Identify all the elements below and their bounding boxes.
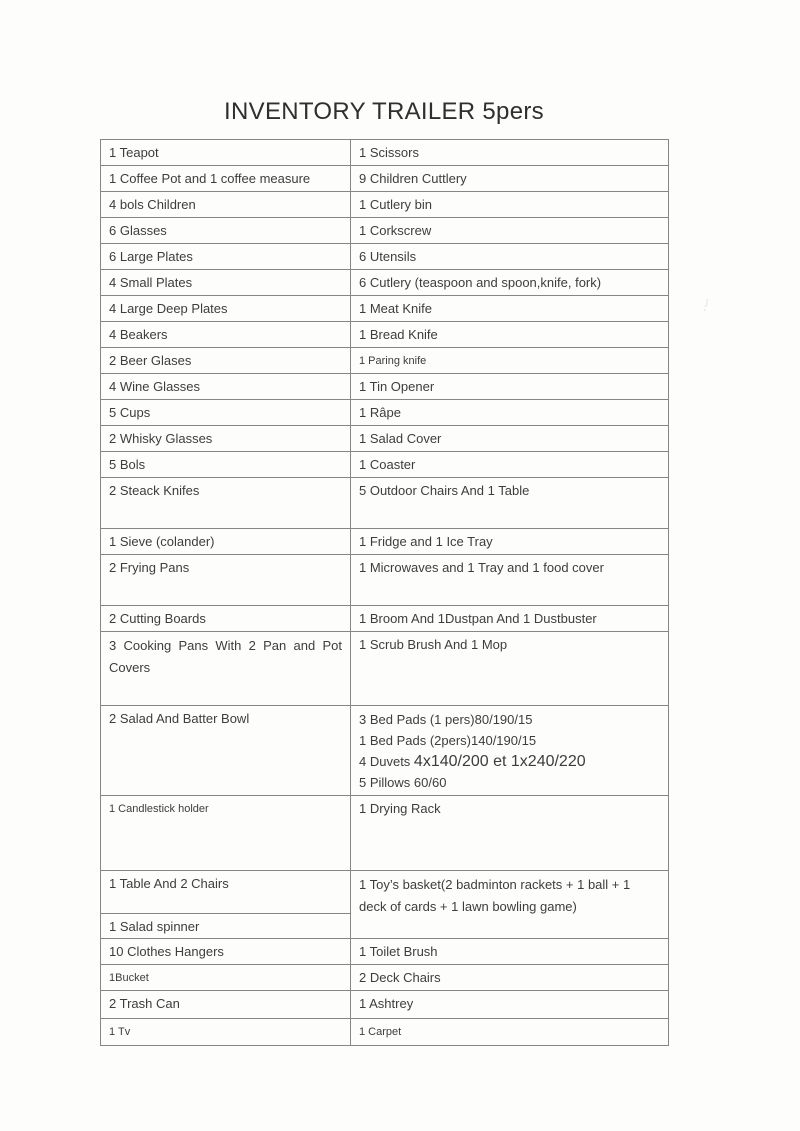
inventory-cell: 1 Teapot: [101, 140, 351, 166]
bed-pads-line: 1 Bed Pads (2pers)140/190/15: [359, 733, 537, 748]
inventory-cell: [351, 706, 669, 796]
inventory-row: [101, 166, 669, 192]
inventory-cell: 2 Steack Knifes: [101, 478, 351, 529]
inventory-cell: 1 Microwaves and 1 Tray and 1 food cover: [351, 555, 669, 606]
inventory-cell: 3 Cooking Pans With 2 Pan and Pot Covers: [101, 632, 351, 706]
inventory-row: [101, 606, 669, 632]
inventory-cell: 1 Salad Cover: [351, 426, 669, 452]
inventory-row: [101, 244, 669, 270]
inventory-row: [101, 965, 669, 991]
inventory-row: [101, 478, 669, 529]
inventory-cell: 2 Cutting Boards: [101, 606, 351, 632]
inventory-cell: 6 Utensils: [351, 244, 669, 270]
inventory-cell: 4 Large Deep Plates: [101, 296, 351, 322]
inventory-cell: 10 Clothes Hangers: [101, 939, 351, 965]
inventory-cell: 1 Coaster: [351, 452, 669, 478]
inventory-row: [101, 871, 669, 914]
inventory-cell: 1 Salad spinner: [101, 914, 351, 939]
inventory-table: [100, 139, 669, 1046]
inventory-cell: 1 Tin Opener: [351, 374, 669, 400]
inventory-row: [101, 706, 669, 796]
inventory-cell: 1 Scrub Brush And 1 Mop: [351, 632, 669, 706]
inventory-cell: 1 Tv: [101, 1019, 351, 1046]
bed-pads-list: [359, 709, 660, 793]
inventory-cell: 2 Salad And Batter Bowl: [101, 706, 351, 796]
inventory-row: [101, 348, 669, 374]
inventory-cell: 1 Ashtrey: [351, 991, 669, 1019]
inventory-row: [101, 796, 669, 871]
inventory-row: [101, 296, 669, 322]
inventory-cell: 6 Cutlery (teaspoon and spoon,knife, fork): [351, 270, 669, 296]
inventory-cell: 2 Trash Can: [101, 991, 351, 1019]
inventory-cell: 5 Bols: [101, 452, 351, 478]
inventory-cell: 4 bols Children: [101, 192, 351, 218]
inventory-cell: 1 Broom And 1Dustpan And 1 Dustbuster: [351, 606, 669, 632]
page-title: INVENTORY TRAILER 5pers: [224, 98, 544, 125]
inventory-row: [101, 192, 669, 218]
duvets-dimensions: 4x140/200 et 1x240/220: [413, 753, 586, 770]
inventory-cell: 1 Meat Knife: [351, 296, 669, 322]
inventory-cell: 9 Children Cuttlery: [351, 166, 669, 192]
inventory-cell: 1 Sieve (colander): [101, 529, 351, 555]
inventory-cell: 2 Beer Glases: [101, 348, 351, 374]
inventory-row: [101, 555, 669, 606]
inventory-row: [101, 374, 669, 400]
inventory-row: [101, 218, 669, 244]
inventory-cell: 1 Scissors: [351, 140, 669, 166]
inventory-row: [101, 991, 669, 1019]
duvets-line: [359, 751, 660, 772]
bed-pads-line: 3 Bed Pads (1 pers)80/190/15: [359, 712, 533, 727]
inventory-cell: 1Bucket: [101, 965, 351, 991]
inventory-cell: 4 Small Plates: [101, 270, 351, 296]
inventory-row: [101, 1019, 669, 1046]
scan-artifact-mark: [701, 298, 711, 312]
inventory-cell: 2 Deck Chairs: [351, 965, 669, 991]
inventory-row: [101, 529, 669, 555]
inventory-row: [101, 452, 669, 478]
inventory-row: [101, 426, 669, 452]
inventory-cell: 1 Cutlery bin: [351, 192, 669, 218]
inventory-row: [101, 270, 669, 296]
inventory-row: [101, 322, 669, 348]
inventory-cell: 1 Râpe: [351, 400, 669, 426]
inventory-cell: 6 Large Plates: [101, 244, 351, 270]
inventory-cell: 4 Wine Glasses: [101, 374, 351, 400]
inventory-row: [101, 140, 669, 166]
inventory-cell: 1 Toy’s basket(2 badminton rackets + 1 ball + 1 deck of cards + 1 lawn bowling game): [351, 871, 669, 939]
pillows-line: 5 Pillows 60/60: [359, 775, 447, 790]
inventory-cell: 1 Fridge and 1 Ice Tray: [351, 529, 669, 555]
inventory-cell: 1 Drying Rack: [351, 796, 669, 871]
inventory-cell: 1 Coffee Pot and 1 coffee measure: [101, 166, 351, 192]
inventory-cell: 1 Paring knife: [351, 348, 669, 374]
inventory-cell: 2 Whisky Glasses: [101, 426, 351, 452]
inventory-cell: 1 Toilet Brush: [351, 939, 669, 965]
inventory-cell: 5 Cups: [101, 400, 351, 426]
inventory-cell: 6 Glasses: [101, 218, 351, 244]
duvets-prefix: 4 Duvets: [359, 754, 414, 769]
inventory-cell: 1 Candlestick holder: [101, 796, 351, 871]
inventory-cell: 1 Corkscrew: [351, 218, 669, 244]
inventory-row: [101, 400, 669, 426]
inventory-cell: 2 Frying Pans: [101, 555, 351, 606]
inventory-cell: 1 Carpet: [351, 1019, 669, 1046]
inventory-cell: 5 Outdoor Chairs And 1 Table: [351, 478, 669, 529]
inventory-cell: 1 Table And 2 Chairs: [101, 871, 351, 914]
inventory-row: [101, 939, 669, 965]
inventory-row: [101, 632, 669, 706]
inventory-cell: 1 Bread Knife: [351, 322, 669, 348]
inventory-cell: 4 Beakers: [101, 322, 351, 348]
